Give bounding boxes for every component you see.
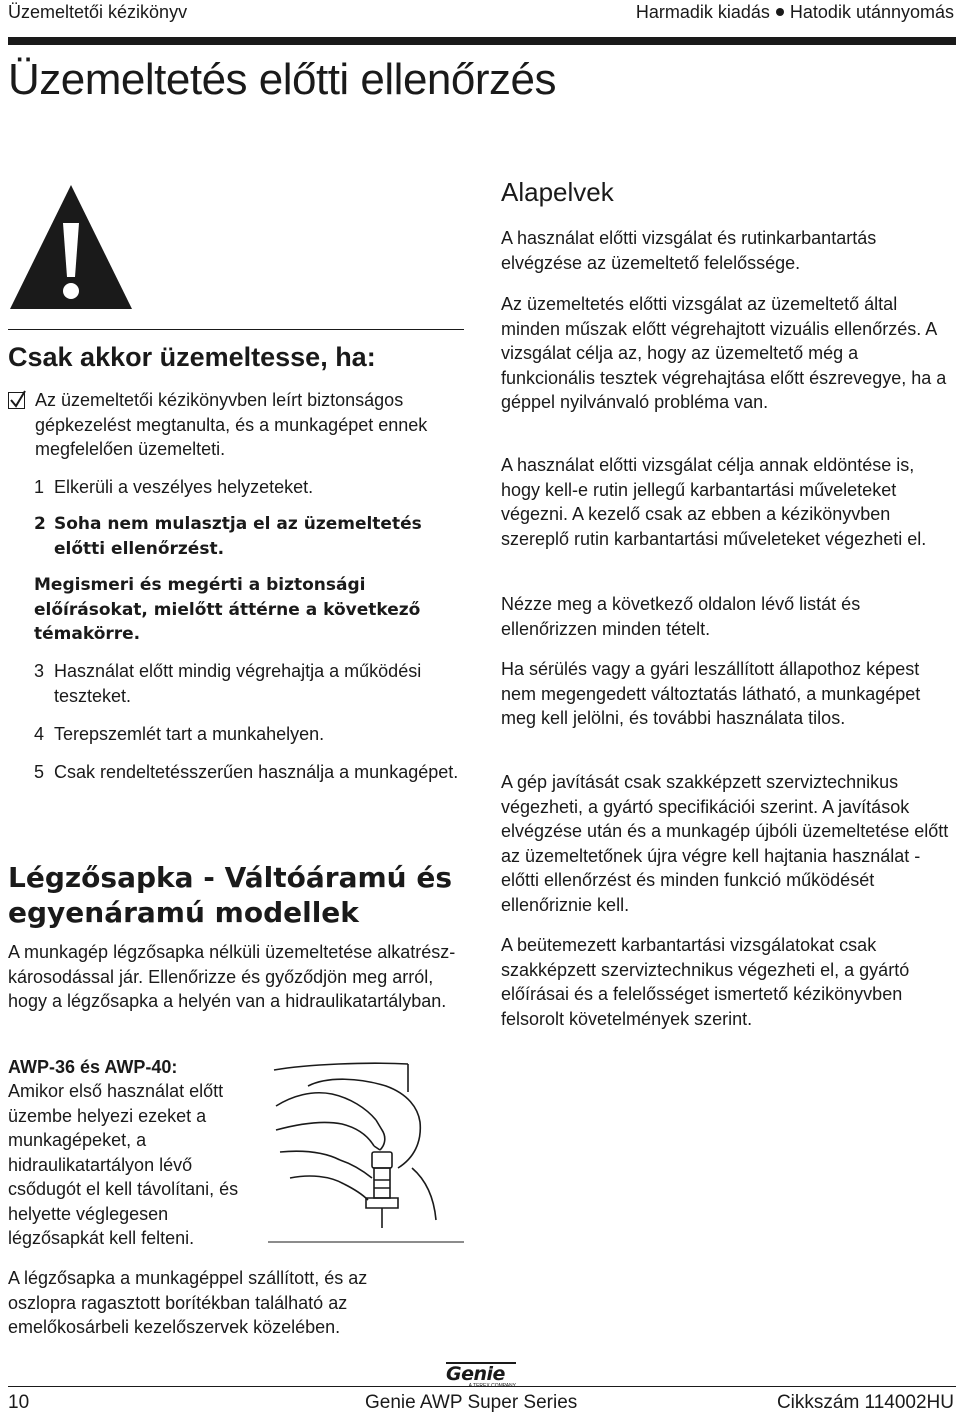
principles-paragraph: Nézze meg a következő oldalon lévő listát és ellenőrizzen minden tételt.	[501, 594, 861, 639]
warning-triangle-icon	[8, 183, 134, 311]
warning-divider	[8, 329, 464, 330]
principles-paragraph: A beütemezett karbantartási vizsgálatokat csak szakképzett szerviztechnikus végezheti el, a gyártó előírásai és a felelősséget ismertető kézikönyvben felsorolt követelmények szerint.	[501, 935, 910, 1029]
list-item-number: 4	[34, 724, 45, 744]
list-item-text: Csak rendeltetésszerűen használja a munkagépet.	[54, 762, 459, 782]
checklist-item	[8, 388, 468, 462]
list-item-text: Terepszemlét tart a munkahelyen.	[54, 724, 325, 744]
footer-part-number: Cikkszám 114002HU	[776, 1392, 954, 1413]
checklist-item-text: Az üzemeltetői kézikönyvben leírt biztonságos gépkezelést megtanulta, és a munkagépet ennek megfelelően üzemelteti.	[35, 390, 428, 459]
footer-series: Genie AWP Super Series	[365, 1392, 578, 1413]
conditions-title: Csak akkor üzemeltesse, ha:	[8, 342, 376, 372]
section-title: Légzősapka - Váltóáramú és egyenáramú modellek	[8, 861, 453, 929]
models-paragraph: Amikor első használat előtt üzembe helyezi ezeket a munkagépeket, a hidraulikatartályon lévő csődugót el kell távolítani, és helyette véglegesen légzősapkát kell felteni.	[8, 1081, 239, 1248]
list-item-number: 2	[34, 514, 46, 534]
list-item	[34, 760, 464, 785]
principles-paragraph: A használat előtti vizsgálat és rutinkarbantartás elvégzése az üzemeltető felelőssége.	[501, 228, 877, 273]
page-number: 10	[8, 1392, 30, 1413]
list-item	[34, 512, 464, 561]
safety-note: Megismeri és megérti a biztonsági előírásokat, mielőtt áttérne a következő témakörre.	[34, 575, 421, 644]
list-item-number: 3	[34, 661, 45, 681]
list-item-text: Elkerüli a veszélyes helyzeteket.	[54, 477, 314, 497]
list-item	[34, 722, 464, 747]
principles-paragraph: A használat előtti vizsgálat célja annak eldöntése is, hogy kell-e rutin jellegű karbantartási műveleteket végezni. A kezelő csak az ebben a kézikönyvben szereplő rutin karbantartási műveleteket végezheti el.	[501, 455, 927, 549]
list-item	[34, 659, 464, 708]
footer-rule	[8, 1386, 956, 1387]
list-item-text: Soha nem mulasztja el az üzemeltetés előtti ellenőrzést.	[54, 514, 422, 559]
principles-paragraph: Ha sérülés vagy a gyári leszállított állapothoz képest nem megengedett változtatás látható, a munkagépet meg kell jelölni, és további használata tilos.	[501, 659, 921, 728]
list-item-number: 1	[34, 477, 45, 497]
bullet-dot-icon	[776, 8, 784, 16]
header-edition-part1: Harmadik kiadás	[635, 2, 770, 22]
list-item-number: 5	[34, 762, 45, 782]
list-item-text: Használat előtt mindig végrehajtja a működési teszteket.	[54, 661, 422, 706]
breather-cap-illustration	[268, 1060, 464, 1250]
genie-logo-text: Genie	[446, 1362, 516, 1383]
page-title: Üzemeltetés előtti ellenőrzés	[8, 55, 556, 104]
section-paragraph: A munkagép légzősapka nélküli üzemeltetése alkatrész-károsodással jár. Ellenőrizze és győződjön meg arról, hogy a légzősapka a helyén van a hidraulikatartályban.	[8, 942, 456, 1011]
principles-paragraph: Az üzemeltetés előtti vizsgálat az üzemeltető által minden műszak előtt végrehajtott vizuális ellenőrzés. A vizsgálat célja az, hogy az üzemeltető még a funkcionális tesztek végrehajtása előtt észrevegye, ha a géppel nyilvánvaló probléma van.	[501, 294, 947, 412]
principles-title: Alapelvek	[501, 177, 614, 207]
genie-logo	[446, 1362, 516, 1388]
models-title: AWP-36 és AWP-40:	[8, 1057, 178, 1077]
closing-paragraph: A légzősapka a munkagéppel szállított, és az oszlopra ragasztott borítékban található az emelőkosárbeli kezelőszervek közelében.	[8, 1268, 368, 1337]
list-item	[34, 475, 464, 500]
header-manual-title: Üzemeltetői kézikönyv	[8, 2, 188, 22]
header-rule	[8, 37, 956, 45]
checked-box-icon	[8, 392, 25, 409]
principles-paragraph: A gép javítását csak szakképzett szerviztechnikus végezheti, a gyártó specifikációi szerint. A javítások elvégzése után és a munkagép újbóli üzemeltetése előtt az üzemeltetőnek újra végre kell hajtania használat -előtti ellenőrzést és minden funkció működését ellenőriznie kell.	[501, 772, 949, 915]
header-edition-part2: Hatodik utánnyomás	[789, 2, 954, 22]
header-edition	[636, 2, 954, 23]
